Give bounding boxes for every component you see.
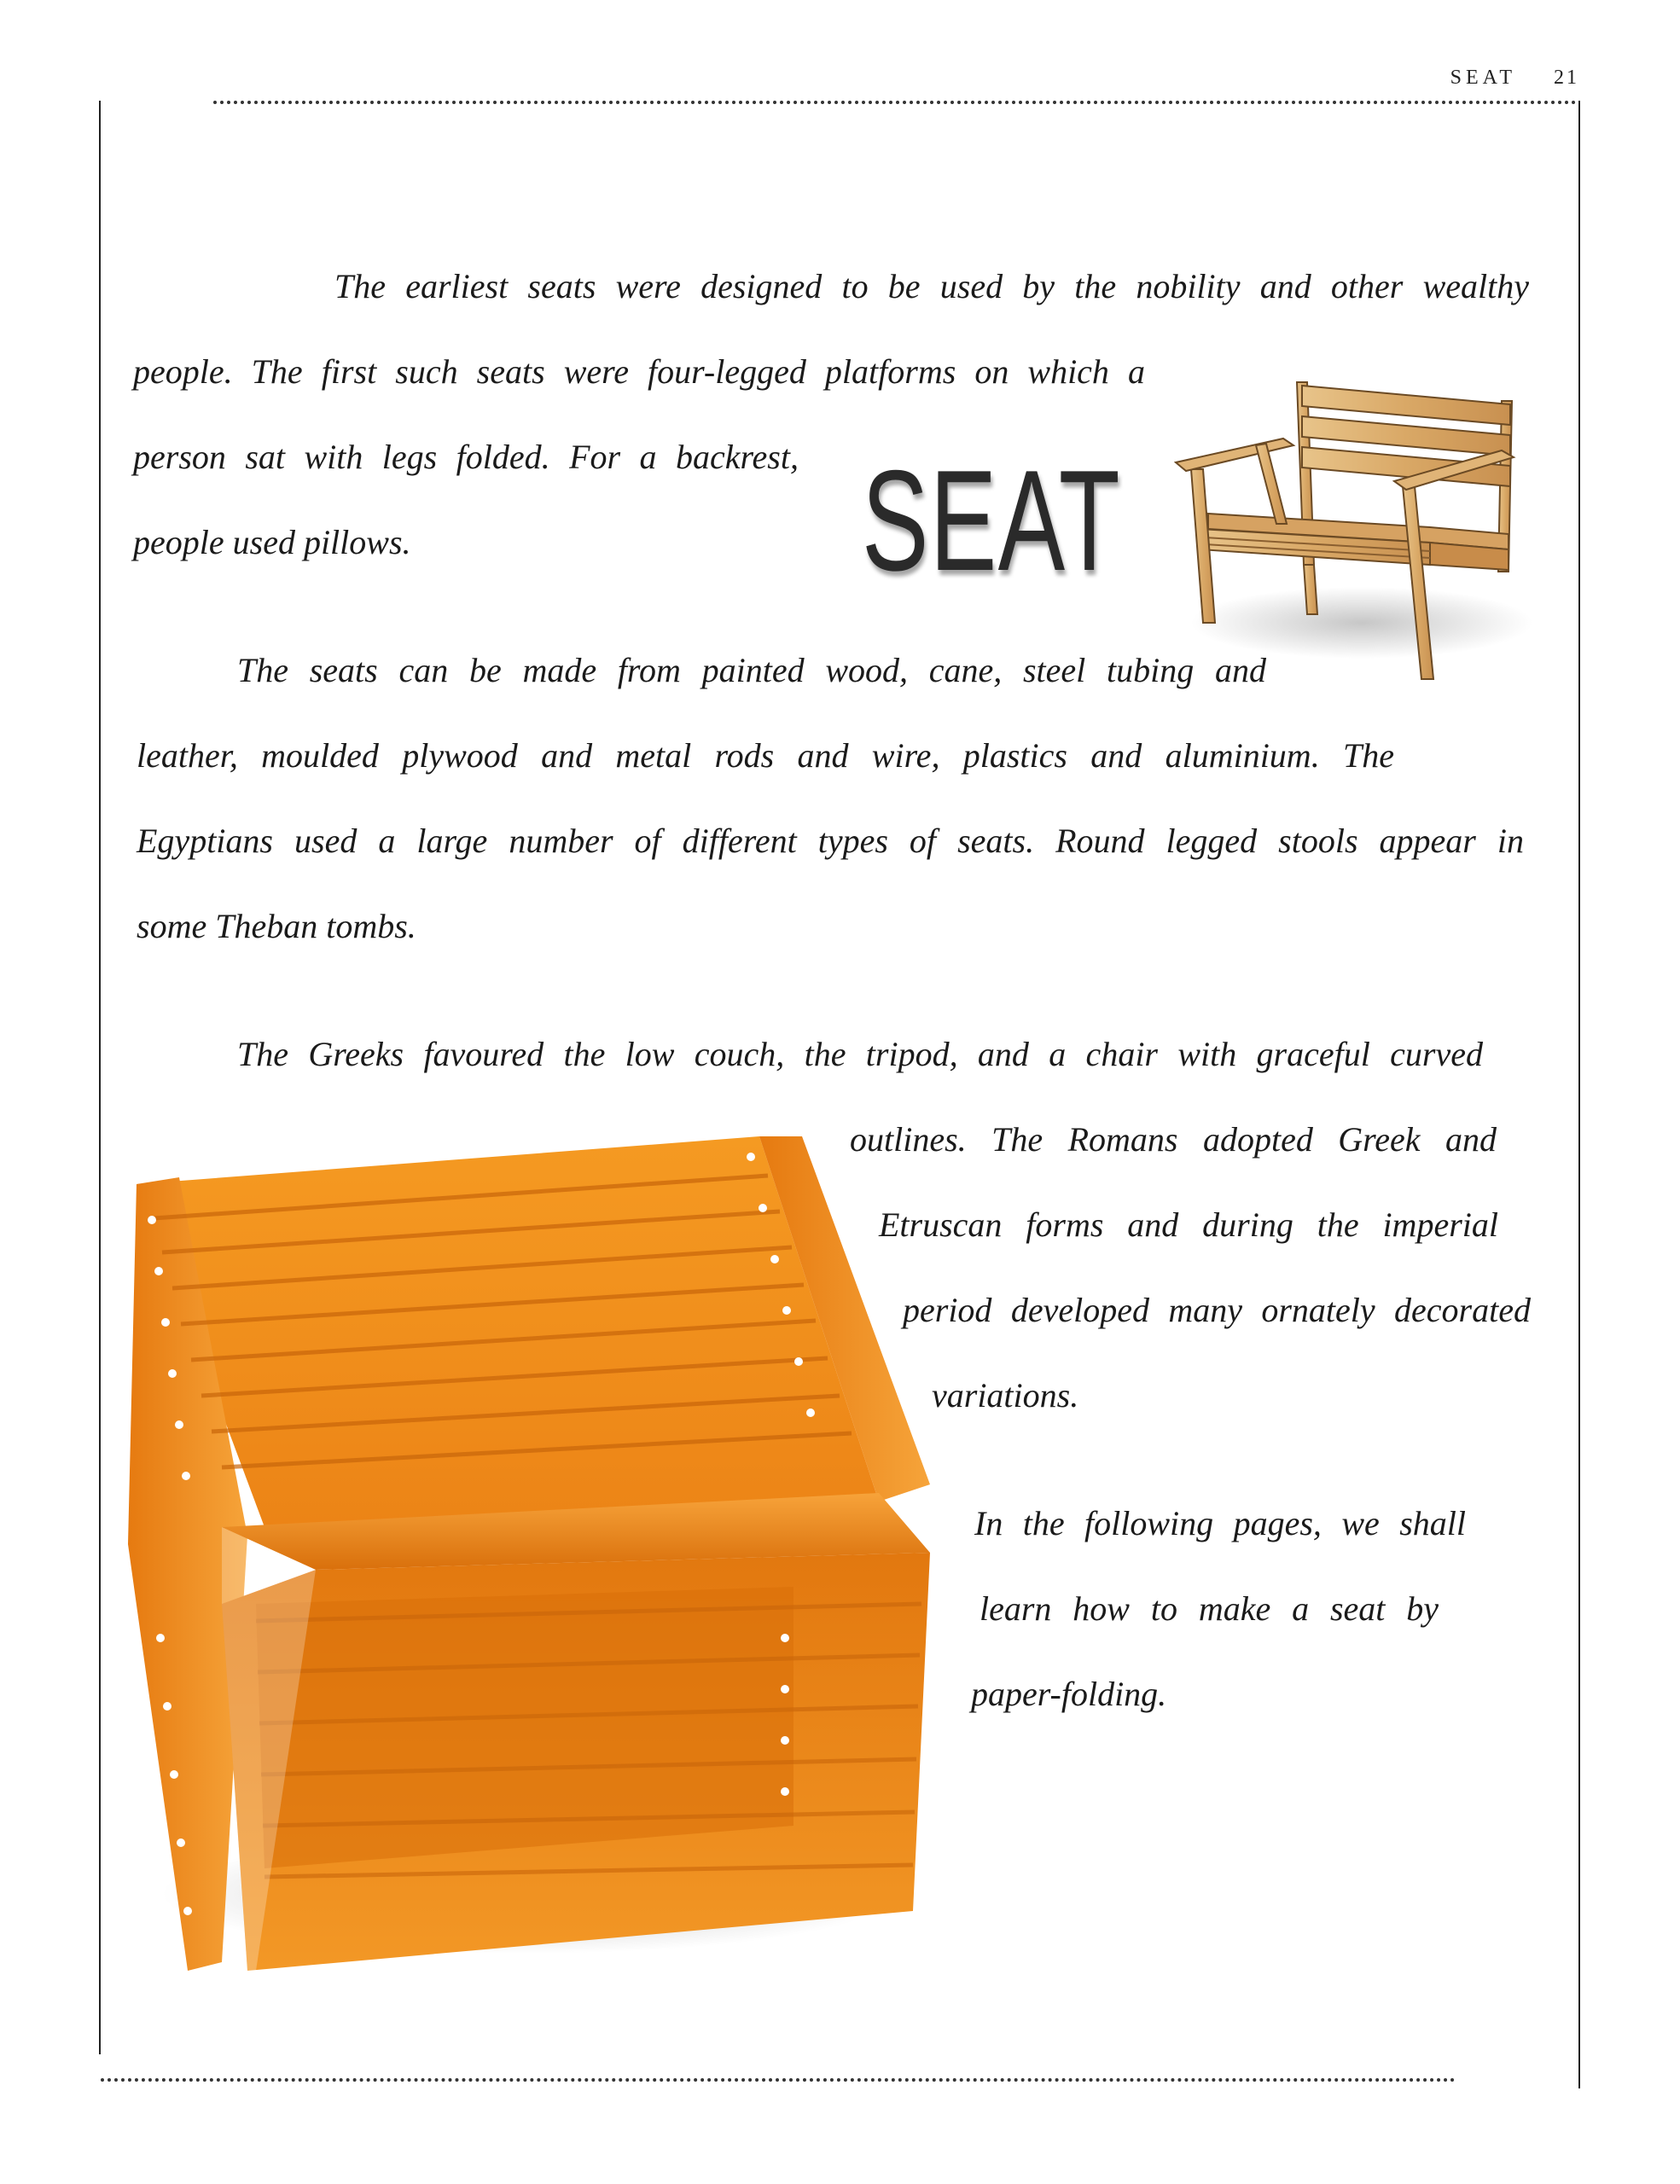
page-title: SEAT (862, 440, 1122, 601)
footer-dotted-rule (101, 2078, 1456, 2082)
wooden-bench-illustration (1174, 367, 1549, 682)
body-line: person sat with legs folded. For a backrest, (133, 438, 799, 476)
body-line: outlines. The Romans adopted Greek and (850, 1120, 1497, 1159)
body-line: some Theban tombs. (137, 907, 416, 945)
body-line: The seats can be made from painted wood, cane, steel tubing and (237, 651, 1266, 689)
page-number: 21 (1554, 67, 1579, 89)
body-line: people. The first such seats were four-legged platforms on which a (133, 352, 1145, 391)
running-head (1450, 67, 1579, 90)
body-line: Etruscan forms and during the imperial (879, 1205, 1498, 1244)
running-head-section: SEAT (1450, 67, 1516, 89)
paper-folded-seat-photo (128, 1126, 930, 1996)
header-dotted-rule (213, 101, 1577, 104)
body-line: In the following pages, we shall (974, 1504, 1466, 1542)
body-line: people used pillows. (133, 523, 411, 561)
body-line: learn how to make a seat by (980, 1589, 1439, 1628)
body-line: period developed many ornately decorated (903, 1291, 1531, 1329)
body-line: paper-folding. (971, 1675, 1167, 1713)
body-line: variations. (932, 1376, 1079, 1414)
right-margin-rule (1578, 101, 1580, 2088)
body-line: The earliest seats were designed to be used by the nobility and other wealthy (334, 267, 1529, 305)
body-line: leather, moulded plywood and metal rods and wire, plastics and aluminium. The (137, 736, 1394, 775)
body-line: The Greeks favoured the low couch, the tripod, and a chair with graceful curved (237, 1035, 1483, 1073)
body-line: Egyptians used a large number of different types of seats. Round legged stools appear in (137, 822, 1524, 860)
left-margin-rule (99, 101, 101, 2054)
